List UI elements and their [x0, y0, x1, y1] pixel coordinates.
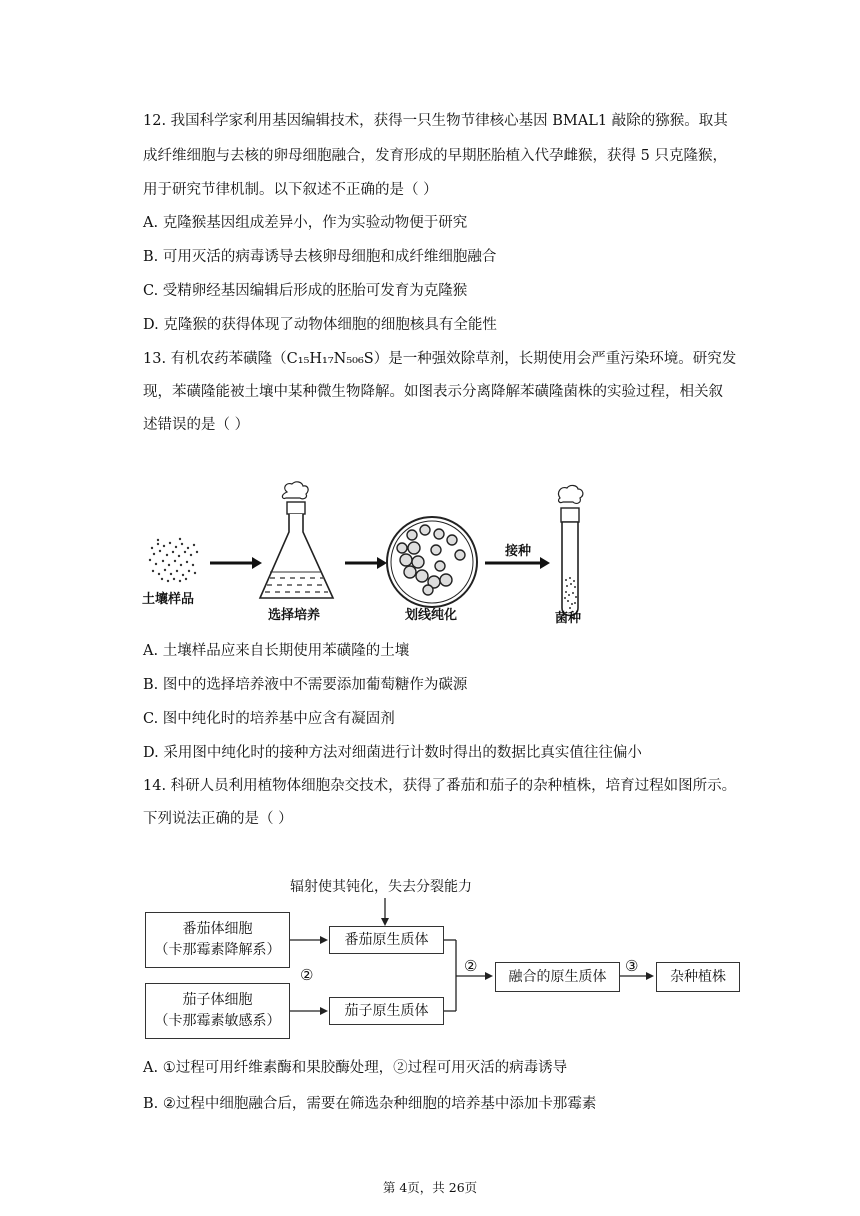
- q12-option-c: C. 受精卵经基因编辑后形成的胚胎可发育为克隆猴: [143, 283, 468, 299]
- inoculate-label: 接种: [505, 544, 532, 559]
- q14-option-b: B. ②过程中细胞融合后，需要在筛选杂种细胞的培养基中添加卡那霉素: [143, 1096, 597, 1112]
- page-footer: 第 4页，共 26页: [382, 1180, 478, 1195]
- q13-line-1: 13. 有机农药苯磺隆（C₁₅H₁₇N₅₀₆S）是一种强效除草剂，长期使用会严重污染环境。研究发: [143, 351, 737, 367]
- eggplant-cell-label: 茄子体细胞: [182, 992, 253, 1008]
- soil-sample-dots: [149, 538, 198, 582]
- q12-option-d: D. 克隆猴的获得体现了动物体细胞的细胞核具有全能性: [143, 317, 497, 333]
- test-tube-icon: [559, 485, 583, 615]
- q14-line-2: 下列说法正确的是（ ）: [143, 811, 293, 827]
- tomato-cell-sub: （卡那霉素降解系）: [154, 942, 281, 958]
- q12-option-a: A. 克隆猴基因组成差异小，作为实验动物便于研究: [143, 215, 468, 231]
- q12-option-b: B. 可用灭活的病毒诱导去核卵母细胞和成纤维细胞融合: [143, 249, 497, 265]
- soil-sample-label: 土壤样品: [142, 592, 195, 607]
- step-2-label: ②: [300, 966, 314, 984]
- q12-line-1: 12. 我国科学家利用基因编辑技术，获得一只生物节律核心基因 BMAL1 敲除的猕猴。取其: [143, 113, 728, 129]
- q13-line-3: 述错误的是（ ）: [143, 417, 250, 433]
- q13-option-b: B. 图中的选择培养液中不需要添加葡萄糖作为碳源: [143, 677, 468, 693]
- select-culture-label: 选择培养: [268, 608, 321, 623]
- eggplant-protoplast-box: 茄子原生质体: [329, 997, 444, 1025]
- petri-dish-icon: [387, 517, 477, 607]
- q13-line-2: 现，苯磺隆能被土壤中某种微生物降解。如图表示分离降解苯磺隆菌株的实验过程，相关叙: [143, 384, 723, 400]
- q13-option-a: A. 土壤样品应来自长期使用苯磺隆的土壤: [143, 643, 410, 659]
- q14-figure: [140, 870, 750, 1045]
- strain-label: 菌种: [555, 611, 582, 626]
- q12-line-2: 成纤维细胞与去核的卵母细胞融合，发育形成的早期胚胎植入代孕雌猴，获得 5 只克隆猴，: [143, 148, 727, 164]
- streak-purify-label: 划线纯化: [405, 608, 458, 623]
- q13-option-c: C. 图中纯化时的培养基中应含有凝固剂: [143, 711, 395, 727]
- q14-line-1: 14. 科研人员利用植物体细胞杂交技术，获得了番茄和茄子的杂种植株，培育过程如图所示。: [143, 778, 737, 794]
- tomato-cell-label: 番茄体细胞: [182, 921, 253, 937]
- q13-figure: [140, 480, 600, 630]
- eggplant-cell-box: [145, 983, 290, 1039]
- tomato-protoplast-box: 番茄原生质体: [329, 926, 444, 954]
- flask-icon: [260, 482, 333, 598]
- q12-line-3: 用于研究节律机制。以下叙述不正确的是（ ）: [143, 182, 438, 198]
- fused-protoplast-box: 融合的原生质体: [495, 962, 620, 992]
- q13-option-d: D. 采用图中纯化时的接种方法对细菌进行计数时得出的数据比真实值往往偏小: [143, 745, 642, 761]
- tomato-cell-box: [145, 912, 290, 968]
- q14-option-a: A. ①过程可用纤维素酶和果胶酶处理，②过程可用灭活的病毒诱导: [143, 1060, 568, 1076]
- step-3-label: ③: [625, 957, 639, 975]
- step-2b-label: ②: [464, 957, 478, 975]
- radiation-label: 辐射使其钝化，失去分裂能力: [290, 879, 472, 895]
- hybrid-plant-box: 杂种植株: [656, 962, 740, 992]
- eggplant-cell-sub: （卡那霉素敏感系）: [154, 1013, 281, 1029]
